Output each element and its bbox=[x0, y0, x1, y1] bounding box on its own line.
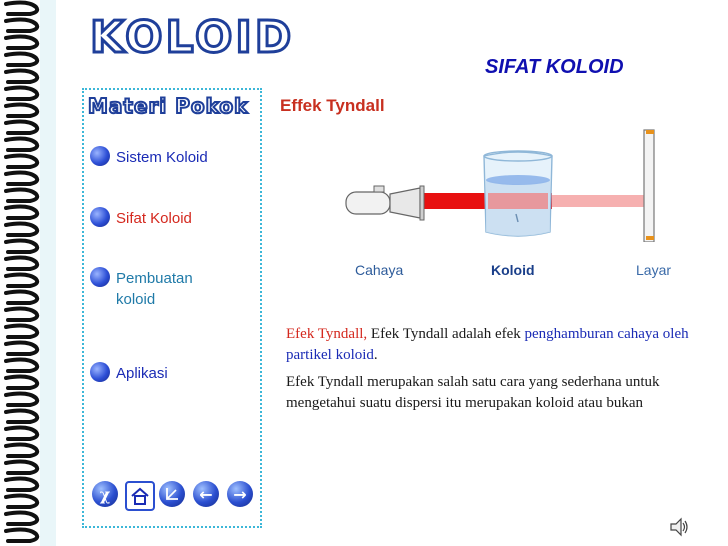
chart-button[interactable] bbox=[159, 481, 185, 507]
spiral-ring bbox=[6, 445, 37, 456]
spiral-ring bbox=[6, 139, 37, 150]
spiral-ring bbox=[6, 309, 37, 320]
spiral-ring bbox=[6, 71, 37, 82]
spiral-ring bbox=[6, 190, 37, 201]
sidebar-item-pembuatan-koloid[interactable] bbox=[90, 268, 226, 310]
spiral-ring bbox=[6, 173, 37, 184]
spiral-ring bbox=[6, 462, 37, 473]
bullet-icon bbox=[90, 267, 110, 287]
spiral-ring bbox=[6, 377, 37, 388]
explanation-text bbox=[286, 324, 696, 420]
sidebar-item-sifat-koloid[interactable] bbox=[90, 208, 192, 229]
bullet-icon bbox=[90, 207, 110, 227]
sidebar-item-label: Aplikasi bbox=[116, 365, 168, 382]
bullet-icon bbox=[90, 146, 110, 166]
spiral-ring bbox=[6, 156, 37, 167]
arrow-left-icon: ← bbox=[199, 484, 213, 504]
paragraph-definition bbox=[286, 324, 696, 366]
flashlight-icon bbox=[346, 186, 424, 220]
spiral-ring bbox=[6, 326, 37, 337]
spiral-ring bbox=[6, 54, 37, 65]
period-text: . bbox=[373, 347, 378, 363]
sidebar-item-label: Pembuatan koloid bbox=[116, 270, 193, 308]
scattered-beam bbox=[552, 195, 644, 207]
spiral-ring bbox=[6, 241, 37, 252]
sidebar-item-label: Sifat Koloid bbox=[116, 210, 192, 227]
spiral-ring bbox=[6, 275, 37, 286]
page-title: SIFAT KOLOID bbox=[485, 56, 624, 78]
spiral-ring bbox=[6, 496, 37, 507]
spiral-ring bbox=[6, 258, 37, 269]
paragraph-purpose: Efek Tyndall merupakan salah satu cara yang sederhana untuk mengetahui suatu dispersi itu merupakan koloid atau bukan bbox=[286, 374, 660, 411]
spiral-ring bbox=[6, 224, 37, 235]
spiral-ring bbox=[6, 530, 37, 541]
screen-icon bbox=[644, 130, 654, 242]
spiral-ring bbox=[6, 360, 37, 371]
chart-icon bbox=[164, 486, 180, 502]
spiral-ring bbox=[6, 88, 37, 99]
term-text: Efek Tyndall, bbox=[286, 326, 368, 342]
home-icon bbox=[129, 485, 151, 507]
definition-text: Efek Tyndall adalah efek bbox=[367, 326, 525, 342]
exit-x-icon: χ bbox=[99, 484, 111, 504]
sidebar-item-label: Sistem Koloid bbox=[116, 149, 208, 166]
next-button[interactable] bbox=[227, 481, 253, 507]
label-koloid: Koloid bbox=[491, 262, 535, 278]
spiral-ring bbox=[6, 105, 37, 116]
highlight-text: penghamburan bbox=[524, 326, 614, 342]
spiral-ring bbox=[6, 207, 37, 218]
spiral-ring bbox=[6, 394, 37, 405]
prev-button[interactable] bbox=[193, 481, 219, 507]
sidebar-item-aplikasi[interactable] bbox=[90, 363, 168, 384]
speaker-icon[interactable] bbox=[668, 516, 690, 538]
spiral-ring bbox=[6, 428, 37, 439]
spiral-ring bbox=[6, 20, 37, 31]
spiral-ring bbox=[6, 411, 37, 422]
label-layar: Layar bbox=[636, 262, 672, 278]
app-title: KOLOID bbox=[90, 12, 295, 63]
exit-button[interactable] bbox=[92, 481, 118, 507]
sidebar-item-sistem-koloid[interactable] bbox=[90, 147, 208, 168]
spiral-ring bbox=[6, 122, 37, 133]
home-button[interactable] bbox=[125, 481, 155, 511]
spiral-binding bbox=[0, 0, 56, 546]
tyndall-diagram bbox=[338, 122, 674, 242]
spiral-ring bbox=[6, 37, 37, 48]
label-cahaya: Cahaya bbox=[355, 262, 404, 278]
spiral-ring bbox=[6, 3, 37, 14]
spiral-ring bbox=[6, 292, 37, 303]
beaker-icon bbox=[484, 151, 552, 236]
arrow-right-icon: → bbox=[233, 484, 247, 504]
bullet-icon bbox=[90, 362, 110, 382]
spiral-ring bbox=[6, 479, 37, 490]
sidebar-title: Materi Pokok bbox=[88, 94, 249, 118]
highlight-text: cahaya oleh partikel koloid bbox=[286, 326, 689, 363]
spiral-ring bbox=[6, 343, 37, 354]
section-title: Effek Tyndall bbox=[280, 96, 385, 115]
spiral-ring bbox=[6, 513, 37, 524]
